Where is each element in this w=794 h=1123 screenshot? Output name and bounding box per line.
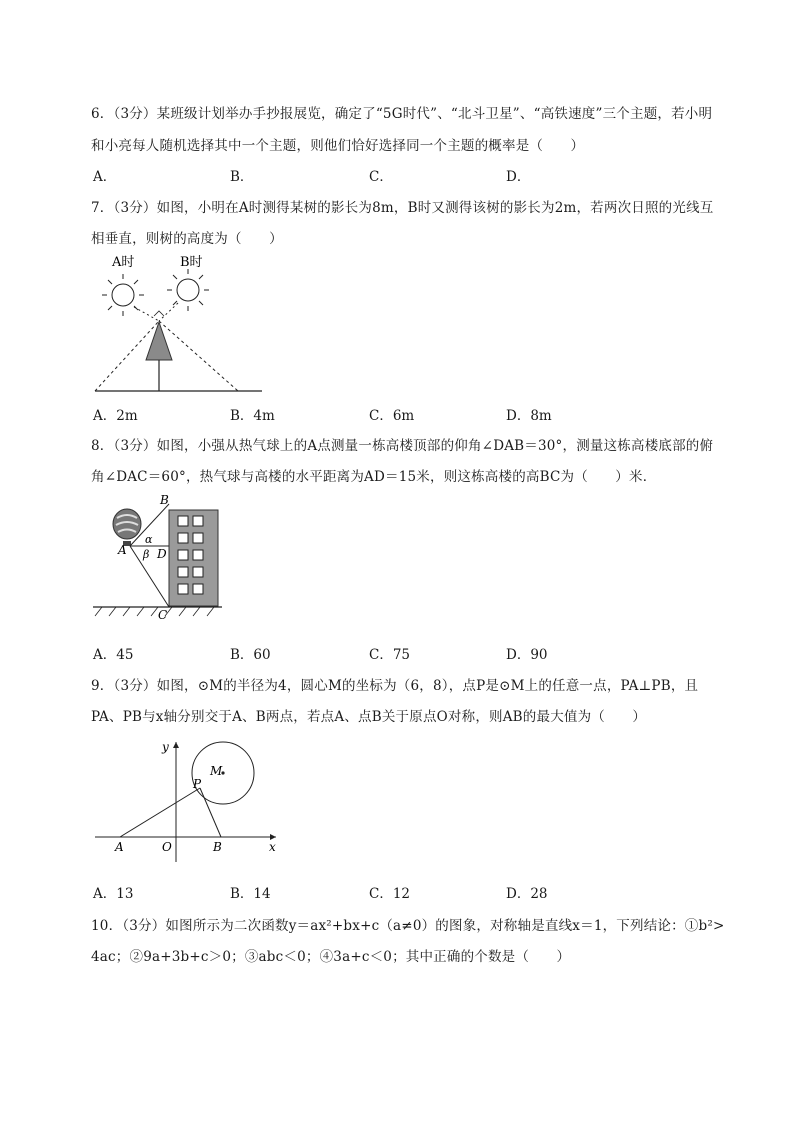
label-b: B (213, 840, 222, 854)
label-a: A (118, 543, 127, 557)
q10-text-line-2: 4ac；②9a+3b+c＞0；③abc＜0；④3a+c＜0；其中正确的个数是（ ） (91, 949, 571, 965)
q8-option-c: C．75 (369, 647, 411, 663)
tree-icon (146, 322, 172, 360)
label-alpha: α (145, 533, 153, 546)
line-pa (120, 788, 200, 837)
q9-coordinate-figure (90, 730, 290, 870)
label-o: O (162, 840, 172, 854)
q7-text-line-1: 7．（3分）如图，小明在A时测得某树的影长为8m，B时又测得该树的影长为2m，若两次日照的光线互 (91, 200, 714, 216)
q9-option-c: C．12 (369, 886, 411, 902)
label-c: C (158, 608, 168, 622)
q7-option-d: D．8m (506, 408, 552, 424)
label-m: M (210, 764, 223, 778)
q7-label-a-time: A时 (112, 255, 135, 270)
q7-text-line-2: 相垂直，则树的高度为（ ） (91, 231, 283, 247)
q7-tree-shadow-figure (90, 248, 270, 396)
sun-a-icon (102, 274, 144, 316)
sun-ray-b (159, 303, 178, 321)
label-y: y (162, 740, 169, 754)
q9-option-a: A．13 (93, 886, 134, 902)
q6-text-line-2: 和小亮每人随机选择其中一个主题，则他们恰好选择同一个主题的概率是（ ） (91, 138, 585, 154)
q9-option-d: D．28 (506, 886, 548, 902)
line-pb (200, 788, 221, 837)
q8-text-line-1: 8．（3分）如图，小强从热气球上的A点测量一栋高楼顶部的仰角∠DAB＝30°，测量这栋高楼底部的俯 (91, 438, 714, 454)
label-p: P (193, 777, 202, 791)
q10-text-line-1: 10．（3分）如图所示为二次函数y＝ax²+bx+c（a≠0）的图象，对称轴是直线x＝1，下列结论：①b²> (91, 918, 725, 934)
q8-option-b: B．60 (230, 647, 271, 663)
sun-b-icon (167, 269, 209, 311)
label-a: A (115, 840, 124, 854)
q7-option-c: C．6m (369, 408, 415, 424)
q8-balloon-building-figure (90, 492, 230, 624)
q9-text-line-1: 9．（3分）如图，⊙M的半径为4，圆心M的坐标为（6，8），点P是⊙M上的任意一点，PA⊥PB，且 (91, 678, 699, 694)
label-x: x (269, 840, 276, 854)
label-b: B (160, 493, 169, 507)
hot-air-balloon-icon (113, 509, 141, 546)
label-d: D (157, 547, 167, 561)
q6-text-line-1: 6．（3分）某班级计划举办手抄报展览，确定了“5G时代”、“北斗卫星”、“高铁速度”三个主题，若小明 (91, 106, 713, 122)
q6-option-b: B． (230, 169, 254, 185)
right-angle-mark (154, 311, 164, 316)
q8-option-d: D．90 (506, 647, 548, 663)
q6-option-c: C． (369, 169, 393, 185)
label-beta: β (143, 548, 150, 561)
ground-hatching (95, 607, 214, 616)
q8-text-line-2: 角∠DAC＝60°，热气球与高楼的水平距离为AD＝15米，则这栋高楼的高BC为（ ）米． (91, 469, 657, 485)
q6-option-d: D． (506, 169, 531, 185)
q9-option-b: B．14 (230, 886, 271, 902)
q8-option-a: A．45 (93, 647, 134, 663)
q7-option-b: B．4m (230, 408, 275, 424)
q7-label-b-time: B时 (180, 255, 203, 270)
q6-option-a: A． (93, 169, 117, 185)
q9-text-line-2: PA、PB与x轴分别交于A、B两点，若点A、点B关于原点O对称，则AB的最大值为（ ） (91, 709, 647, 725)
q7-option-a: A．2m (93, 408, 138, 424)
